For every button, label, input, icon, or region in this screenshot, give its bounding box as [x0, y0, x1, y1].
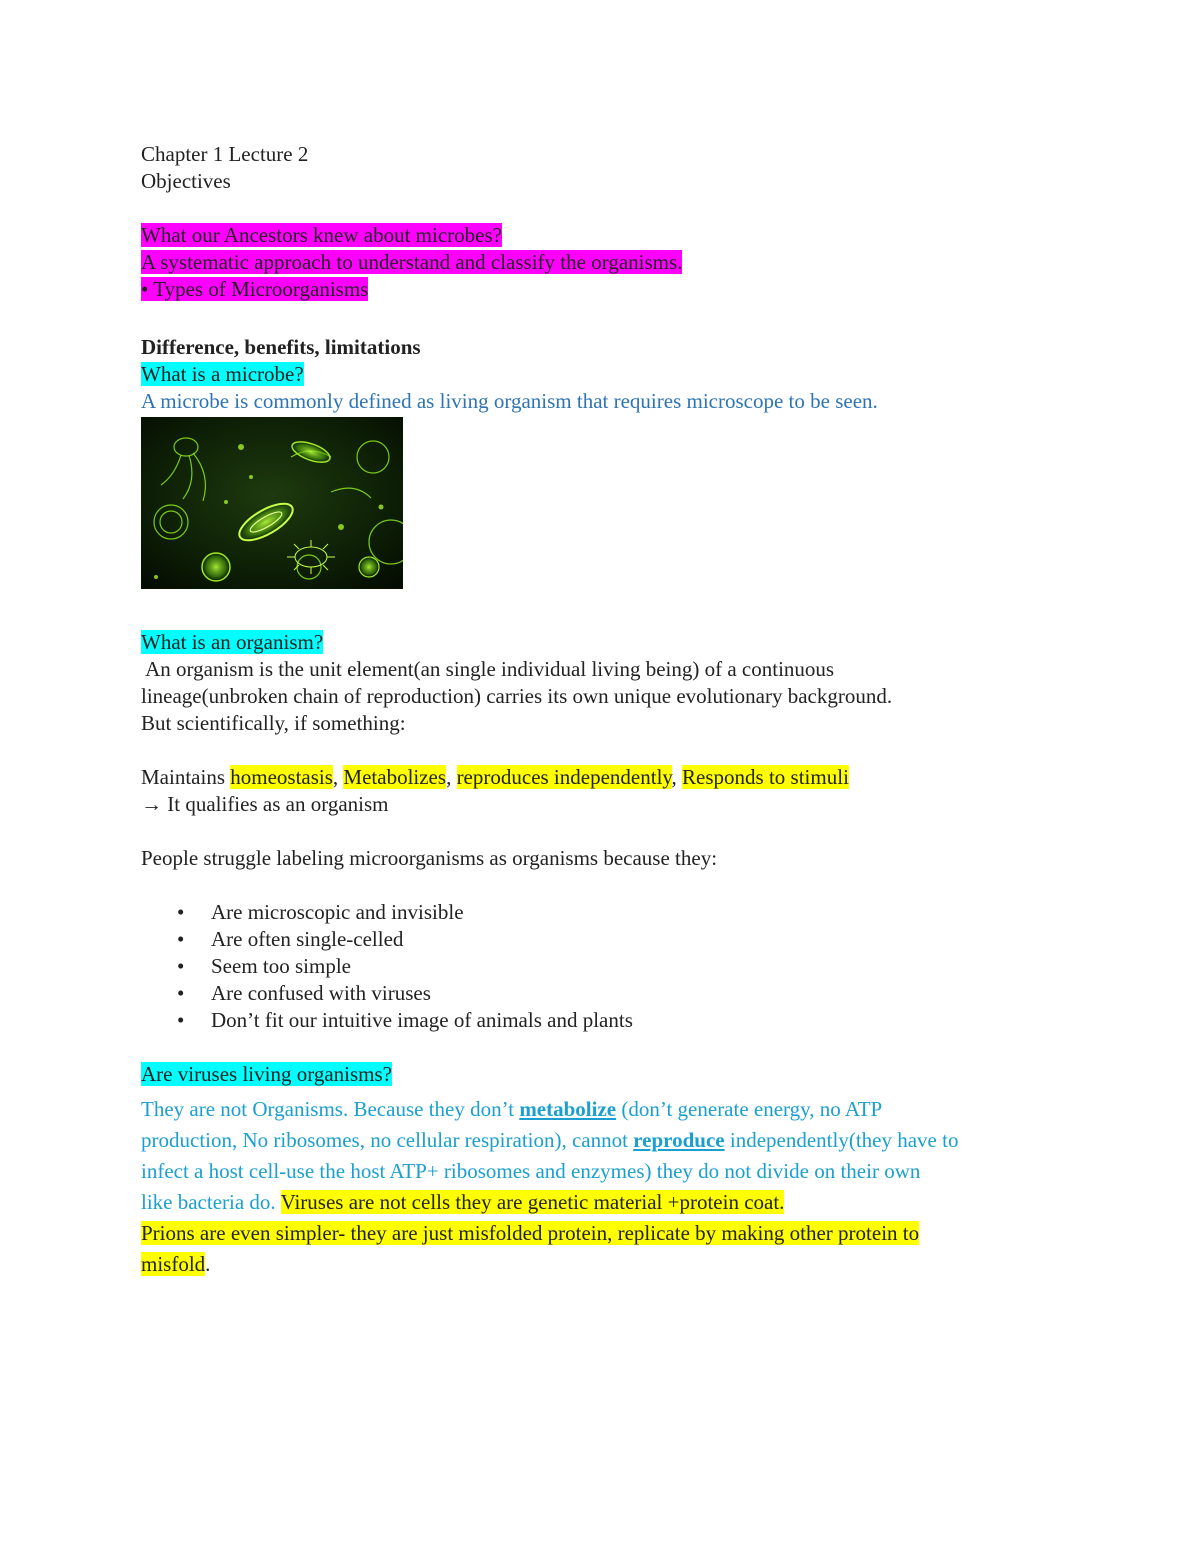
bullet-icon: • — [177, 900, 185, 924]
list-item: • Are microscopic and invisible — [177, 900, 464, 924]
list-item: • Are often single-celled — [177, 927, 404, 951]
organism-criteria: Maintains homeostasis, Metabolizes, reproduces independently, Responds to stimuli — [141, 765, 849, 789]
list-item: • Don’t fit our intuitive image of animals and plants — [177, 1008, 633, 1032]
microbe-question: What is a microbe? — [141, 362, 304, 386]
prions-statement: Prions are even simpler- they are just misfolded protein, replicate by making other protein to — [141, 1221, 920, 1245]
reproduce-term: reproduce — [633, 1128, 725, 1152]
organism-definition-line: lineage(unbroken chain of reproduction) carries its own unique evolutionary background. — [141, 684, 893, 708]
objective-item: • Types of Microorganisms — [141, 277, 369, 301]
bullet-icon: • — [177, 1008, 185, 1032]
criterion-metabolizes: Metabolizes — [343, 765, 447, 789]
bullet-icon: • — [177, 981, 185, 1005]
objective-item: What our Ancestors knew about microbes? — [141, 223, 502, 247]
criterion-homeostasis: homeostasis — [230, 765, 333, 789]
organism-conclusion: → It qualifies as an organism — [141, 792, 389, 816]
section-heading: Difference, benefits, limitations — [141, 335, 421, 359]
struggle-list — [141, 899, 1071, 1034]
viruses-question: Are viruses living organisms? — [141, 1062, 392, 1086]
organism-question: What is an organism? — [141, 630, 324, 654]
microbes-image — [141, 417, 403, 589]
microbe-answer: A microbe is commonly defined as living organism that requires microscope to be seen. — [141, 389, 878, 413]
criterion-reproduces: reproduces independently — [456, 765, 672, 789]
chapter-title: Chapter 1 Lecture 2 — [141, 142, 309, 166]
bullet-icon: • — [177, 927, 185, 951]
organism-definition-line: But scientifically, if something: — [141, 711, 406, 735]
viruses-not-cells: Viruses are not cells they are genetic material +protein coat. — [280, 1190, 785, 1214]
objectives-label: Objectives — [141, 169, 231, 193]
bullet-icon: • — [177, 954, 185, 978]
objective-item: A systematic approach to understand and classify the organisms. — [141, 250, 683, 274]
struggle-intro: People struggle labeling microorganisms as organisms because they: — [141, 846, 718, 870]
list-item: • Seem too simple — [177, 954, 351, 978]
criterion-stimuli: Responds to stimuli — [682, 765, 849, 789]
viruses-answer: They are not Organisms. Because they don’t metabolize (don’t generate energy, no ATP production, No ribosomes, no cellular respiration), cannot reproduce independently(they have to infect a host cell-use the host ATP+ ribosomes and enzymes) they do not divide on their own like bacteria do. Viruses are not cells they are genetic material +protein coat. Prions are even simpler- they are just misfolded protein, replicate by making other protein to misfold. — [141, 1094, 1071, 1280]
list-item: • Are confused with viruses — [177, 981, 431, 1005]
metabolize-term: metabolize — [519, 1097, 617, 1121]
document-body — [141, 141, 1071, 1280]
organism-definition-line: An organism is the unit element(an single individual living being) of a continuous — [141, 657, 835, 681]
